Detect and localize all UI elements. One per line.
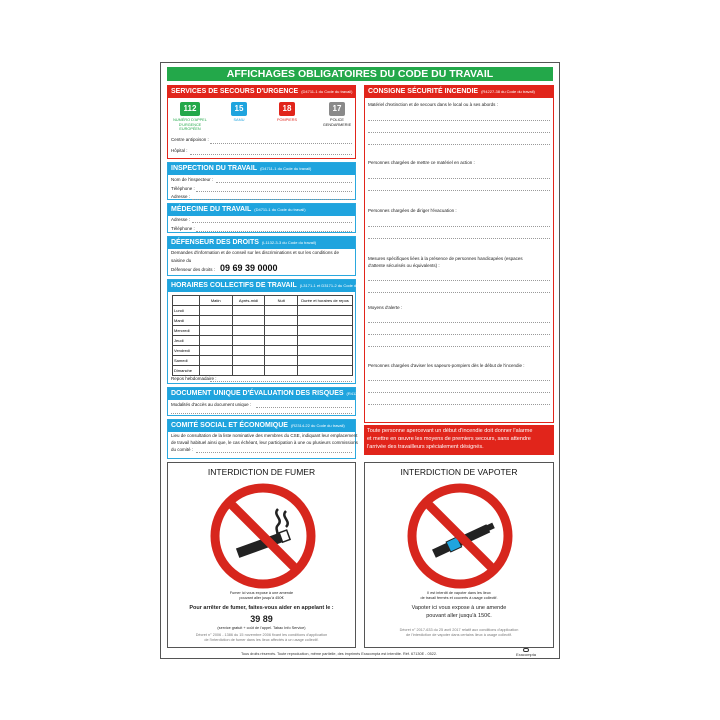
table-row: Vendredi — [173, 346, 353, 356]
vapoter-l4: pouvant aller jusqu'à 150€. — [426, 613, 492, 619]
num-112: 112 — [180, 102, 200, 116]
fumer-l2: pouvant aller jusqu'à 450€ — [239, 596, 284, 600]
defenseur-text-1: Demandes d'information et de conseil sur les discriminations et sur les conditions de — [171, 250, 339, 255]
table-row: Mardi — [173, 316, 353, 326]
fumer-l3: Pour arrêter de fumer, faites-vous aider en appelant le : — [189, 605, 334, 611]
consigne-item-4b: d'attente sécurisés ou équivalents) : — [368, 263, 440, 268]
col-matin: Matin — [199, 296, 232, 306]
consigne-item-1: Matériel d'extinction et de secours dans le local ou à ses abords : — [368, 102, 498, 107]
cse-line-3: du comité : — [171, 447, 194, 452]
secours-head: SERVICES DE SECOURS D'URGENCE (D4711-1 du Code du travail) — [168, 86, 355, 98]
num-112-caption: NUMÉRO D'APPEL D'URGENCE EUROPÉEN — [173, 118, 207, 131]
consigne-head: CONSIGNE SÉCURITÉ INCENDIE (R4227-38 du Code du travail) — [365, 86, 553, 98]
consigne-item-5: Moyens d'alerte : — [368, 305, 403, 310]
consigne-item-2: Personnes chargées de mettre ce matériel en action : — [368, 160, 475, 165]
fumer-l6: de l'interdiction de fumer dans les lieux affectés à un usage collectif. — [204, 638, 319, 642]
panel-medecine — [167, 203, 356, 233]
brand-logo: Exacompta — [511, 648, 541, 658]
consigne-item-4: Mesures spécifiques liées à la présence de personnes handicapées (espaces — [368, 256, 523, 261]
num-15: 15 — [231, 102, 247, 116]
secours-field-antipoison: Centre antipoison : — [171, 137, 209, 142]
cse-head: COMITÉ SOCIAL ET ÉCONOMIQUE (R2314-22 du Code du travail) — [168, 420, 355, 432]
horaires-repos: Repos hebdomadaire : — [171, 376, 217, 381]
document-unique-head: DOCUMENT UNIQUE D'ÉVALUATION DES RISQUES (R4121-4 du Code du travail) — [168, 388, 355, 400]
fumer-l1: Fumer ici vous expose à une amende — [229, 591, 294, 595]
vapoter-l2: de travail fermés et couverts à usage collectif. — [420, 596, 498, 600]
sign-fumer — [167, 462, 356, 648]
vapoter-title: INTERDICTION DE VAPOTER — [400, 467, 518, 477]
table-row: Lundi — [173, 306, 353, 316]
fumer-l5: Décret n° 2006 - 1386 du 15 novembre 2006 fixant les conditions d'application — [195, 633, 328, 637]
cse-line-2: de travail habituel ainsi que, le cas échéant, leur participation à une ou plusieurs commissions — [171, 440, 358, 445]
main-title: AFFICHAGES OBLIGATOIRES DU CODE DU TRAVAIL — [167, 67, 553, 81]
secours-field-hopital: Hôpital : — [171, 148, 188, 153]
num-18-caption: POMPIERS — [276, 118, 298, 122]
table-row: Dimanche — [173, 366, 353, 376]
defenseur-text-2: saisine du — [171, 258, 192, 263]
panel-document-unique — [167, 387, 399, 416]
inspection-head: INSPECTION DU TRAVAIL (D4711-1 du Code du travail) — [168, 163, 355, 175]
fumer-l4: (service gratuit + coût de l'appel. Tabac Info Service) — [217, 626, 306, 630]
table-row: Jeudi — [173, 336, 353, 346]
panel-horaires — [167, 279, 372, 384]
defenseur-head: DÉFENSEUR DES DROITS (L1132-3-3 du Code du travail) — [168, 237, 355, 249]
table-row: Mercredi — [173, 326, 353, 336]
defenseur-phone: 09 69 39 0000 — [220, 263, 278, 273]
inspection-field-nom: Nom de l'inspecteur : — [171, 177, 214, 182]
consigne-item-3: Personnes chargées de diriger l'évacuation : — [368, 208, 457, 213]
consigne-alert: Toute personne apercevant un début d'incendie doit donner l'alarme et mettre en œuvre les moyens de premiers secours, sans attendre l'arrivée des travailleurs spécialement désignés. — [364, 425, 554, 455]
cse-line-1: Lieu de consultation de la liste nominative des membres du CSE, indiquant leur emplacement — [171, 433, 358, 438]
inspection-field-adresse: Adresse : — [171, 194, 191, 199]
panel-cse — [167, 419, 356, 459]
num-18: 18 — [279, 102, 295, 116]
defenseur-label: Défenseur des droits : — [171, 267, 216, 272]
vapoter-l3: Vapoter ici vous expose à une amende — [411, 605, 507, 611]
medecine-field-tel: Téléphone : — [171, 226, 195, 231]
vapoter-l6: de l'interdiction de vapoter dans certains lieux à usage collectif. — [405, 633, 513, 637]
panel-inspection — [167, 162, 356, 200]
horaires-head: HORAIRES COLLECTIFS DE TRAVAIL (L3171-1 et D3171-2 du Code du travail) — [168, 280, 355, 292]
inspection-field-tel: Téléphone : — [171, 186, 195, 191]
consigne-item-6: Personnes chargées d'aviser les sapeurs-pompiers dès le début de l'incendie : — [368, 363, 525, 368]
num-15-caption: SAMU — [233, 118, 245, 122]
sign-vapoter — [364, 462, 554, 648]
table-row: Samedi — [173, 356, 353, 366]
panel-consigne — [364, 85, 554, 423]
horaires-table — [172, 295, 353, 376]
medecine-head: MÉDECINE DU TRAVAIL (D4711-1 du Code du travail) — [168, 204, 355, 216]
footer-text: Tous droits réservés. Toute reproduction, même partielle, des imprimés Exacompta est interdite. Réf. 67130E - 0522. — [241, 652, 437, 656]
medecine-field-adresse: Adresse : — [171, 217, 191, 222]
no-vaping-icon — [405, 481, 515, 591]
col-apres-midi: Après-midi — [232, 296, 265, 306]
num-17: 17 — [329, 102, 345, 116]
col-nuit: Nuit — [265, 296, 298, 306]
vapoter-l1: Il est interdit de vapoter dans les lieux — [427, 591, 491, 595]
poster — [160, 62, 560, 659]
panel-secours — [167, 85, 356, 159]
document-unique-field: Modalités d'accès au document unique : — [171, 402, 252, 407]
fumer-title: INTERDICTION DE FUMER — [207, 467, 316, 477]
fumer-phone: 39 89 — [250, 614, 273, 624]
panel-defenseur — [167, 236, 356, 276]
no-smoking-icon — [208, 481, 318, 591]
num-17-caption: POLICE GENDARMERIE — [322, 118, 352, 127]
col-repos: Durée et horaires de repos — [298, 296, 353, 306]
vapoter-l5: Décret n° 2017-633 du 25 avril 2017 relatif aux conditions d'application — [399, 628, 519, 632]
